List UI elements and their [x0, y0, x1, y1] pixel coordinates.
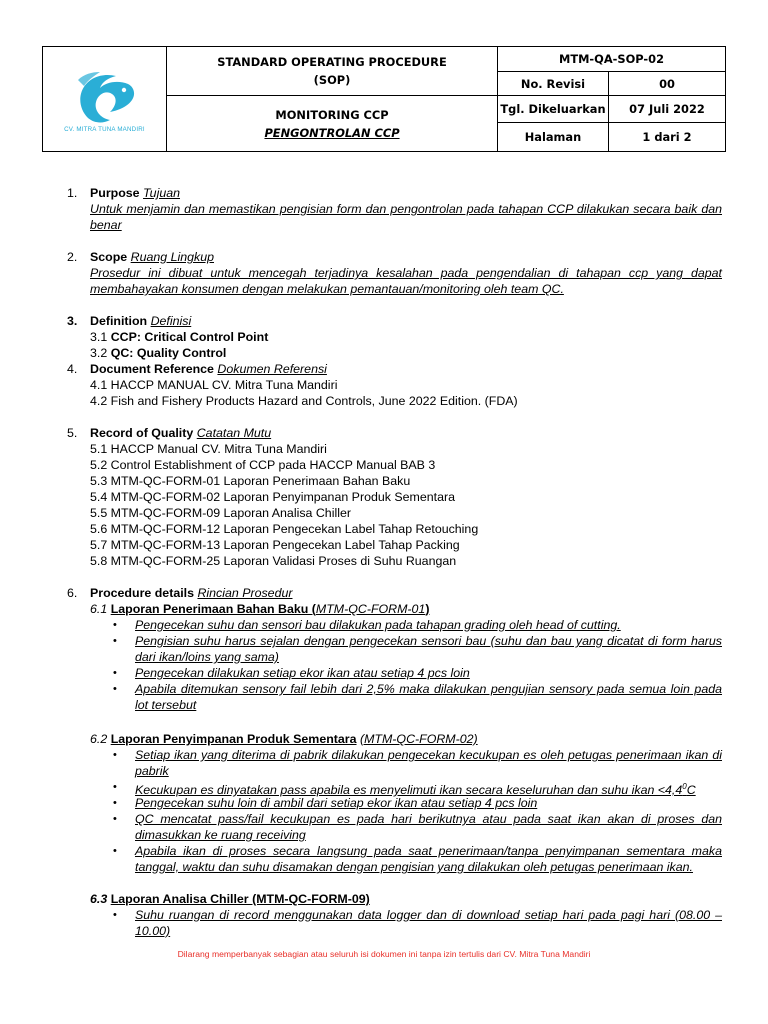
bullet-icon: •: [113, 781, 117, 793]
list-item: 4.1 HACCP MANUAL CV. Mitra Tuna Mandiri: [90, 378, 338, 392]
subtitle-en: MONITORING CCP: [275, 107, 389, 122]
section-title: Document Reference: [90, 362, 214, 376]
section-number: 6.: [67, 586, 78, 600]
list-item: Pengisian suhu harus sejalan dengan pengecekan sensori bau (suhu dan bau yang dicatat di form harus dari ikan/loins yang sama): [135, 634, 722, 664]
section-number: 3.: [67, 314, 78, 328]
sop-title-line1: STANDARD OPERATING PROCEDURE: [217, 55, 447, 69]
list-item: 5.7 MTM-QC-FORM-13 Laporan Pengecekan Label Tahap Packing: [90, 538, 460, 552]
subsection-6-1-heading: 6.1 Laporan Penerimaan Bahan Baku (MTM-QC-FORM-01): [90, 602, 430, 616]
sop-title-line2: (SOP): [313, 73, 351, 87]
section-title-id: Definisi: [150, 314, 192, 328]
section-title-id: Ruang Lingkup: [130, 250, 214, 264]
section-title: Record of Quality: [90, 426, 194, 440]
bullet-icon: •: [113, 749, 117, 761]
document-header-table: [42, 46, 726, 152]
section-title-id: Catatan Mutu: [196, 426, 272, 440]
bullet-icon: •: [113, 813, 117, 825]
footer-disclaimer: Dilarang memperbanyak sebagian atau seluruh isi dokumen ini tanpa izin tertulis dari CV. Mitra Tuna Mandiri: [177, 949, 591, 959]
list-item: Apabila ditemukan sensory fail lebih dari 2,5% maka dilakukan pengujian sensory pada semua loin pada lot tersebut: [135, 682, 722, 712]
list-item: 5.6 MTM-QC-FORM-12 Laporan Pengecekan Label Tahap Retouching: [90, 522, 479, 536]
logo-text: CV. MITRA TUNA MANDIRI: [64, 125, 145, 133]
section-title-id: Rincian Prosedur: [197, 586, 293, 600]
list-item: 5.3 MTM-QC-FORM-01 Laporan Penerimaan Bahan Baku: [90, 474, 411, 488]
list-item: Kecukupan es dinyatakan pass apabila es menyelimuti ikan secara keseluruhan dan suhu ikan $<4,4^0C$: [135, 782, 696, 798]
list-item: Pengecekan suhu loin di ambil dari setiap ekor ikan atau setiap 4 pcs loin: [135, 796, 538, 810]
section-title-id: Dokumen Referensi: [217, 362, 327, 376]
section-title: Purpose: [90, 186, 140, 200]
document-code: MTM-QA-SOP-02: [498, 47, 726, 72]
section-number: 2.: [67, 250, 78, 264]
list-item: Apabila ikan di proses secara langsung pada saat penerimaan/tanpa penyimpanan sementara maka tanggal, waktu dan suhu disamakan dengan pengisian yang dilakukan oleh petugas penerimaan ikan.: [135, 844, 722, 874]
section-text: Untuk menjamin dan memastikan pengisian form dan pengontrolan pada tahapan CCP dilakukan secara baik dan benar: [90, 202, 722, 232]
subtitle-cell: [167, 96, 498, 152]
list-item: 5.8 MTM-QC-FORM-25 Laporan Validasi Proses di Suhu Ruangan: [90, 554, 457, 568]
list-item: Setiap ikan yang diterima di pabrik dilakukan pengecekan kecukupan es oleh petugas penerimaan ikan di pabrik: [135, 748, 722, 778]
bullet-icon: •: [113, 797, 117, 809]
list-item: 5.1 HACCP Manual CV. Mitra Tuna Mandiri: [90, 442, 327, 456]
list-item: 3.2 QC: Quality Control: [90, 346, 227, 360]
revision-value: 00: [609, 72, 726, 96]
bullet-icon: •: [113, 683, 117, 695]
list-item: 3.1 CCP: Critical Control Point: [90, 330, 269, 344]
list-item: 5.2 Control Establishment of CCP pada HACCP Manual BAB 3: [90, 458, 436, 472]
bullet-icon: •: [113, 667, 117, 679]
list-item: Suhu ruangan di record menggunakan data logger dan di download setiap hari pada pagi hari (08.00 – 10.00): [135, 908, 722, 938]
section-number: 1.: [67, 186, 78, 200]
list-item: 5.5 MTM-QC-FORM-09 Laporan Analisa Chiller: [90, 506, 351, 520]
bullet-icon: •: [113, 909, 117, 921]
section-title: Definition: [90, 314, 148, 328]
section-title: Procedure details: [90, 586, 194, 600]
bullet-icon: •: [113, 619, 117, 631]
section-number: 5.: [67, 426, 78, 440]
bullet-icon: •: [113, 845, 117, 857]
list-item: Pengecekan dilakukan setiap ekor ikan atau setiap 4 pcs loin: [135, 666, 470, 680]
issue-date-value: 07 Juli 2022: [609, 96, 726, 123]
sop-title-cell: [167, 47, 498, 96]
section-title-id: Tujuan: [143, 186, 180, 200]
page-value: 1 dari 2: [609, 123, 726, 152]
company-logo-fish-icon: [70, 66, 140, 128]
page-label: Halaman: [498, 123, 609, 152]
list-item: 4.2 Fish and Fishery Products Hazard and Controls, June 2022 Edition. (FDA): [90, 394, 518, 408]
section-title: Scope: [90, 250, 128, 264]
logo-cell: [43, 47, 167, 152]
list-item: Pengecekan suhu dan sensori bau dilakukan pada tahapan grading oleh head of cutting.: [135, 618, 621, 632]
issue-date-label: Tgl. Dikeluarkan: [498, 96, 609, 123]
list-item: QC mencatat pass/fail kecukupan es pada hari berikutnya atau pada saat ikan akan di proses dan dimasukkan ke ruang receiving: [135, 812, 722, 842]
list-item: 5.4 MTM-QC-FORM-02 Laporan Penyimpanan Produk Sementara: [90, 490, 455, 504]
section-text: Prosedur ini dibuat untuk mencegah terjadinya kesalahan pada pengendalian di tahapan ccp yang dapat membahayakan konsumen dengan melakukan pemantauan/monitoring oleh team QC.: [90, 266, 722, 296]
subsection-6-3-heading: 6.3 Laporan Analisa Chiller (MTM-QC-FORM-09): [90, 892, 370, 906]
subtitle-id: PENGONTROLAN CCP: [264, 125, 400, 140]
bullet-icon: •: [113, 635, 117, 647]
subsection-6-2-heading: 6.2 Laporan Penyimpanan Produk Sementara (MTM-QC-FORM-02): [90, 732, 478, 746]
revision-label: No. Revisi: [498, 72, 609, 96]
section-number: 4.: [67, 362, 78, 376]
